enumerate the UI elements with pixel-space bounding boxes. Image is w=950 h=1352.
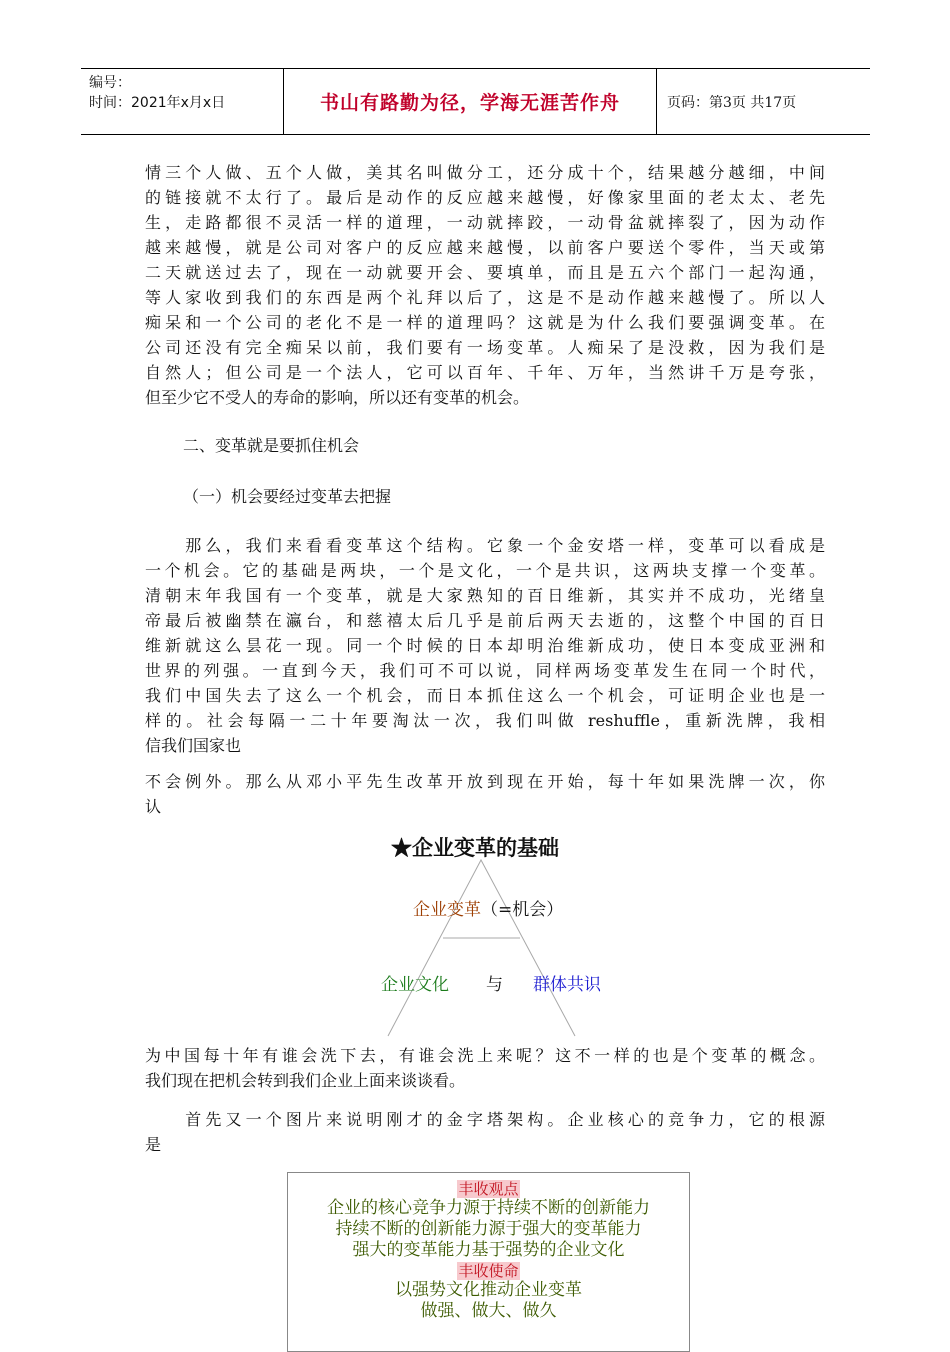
para5-line: 首先又一个图片来说明刚才的金字塔架构。企业核心的竞争力，它的根源 bbox=[145, 1110, 825, 1129]
para1-line: 情三个人做、五个人做，美其名叫做分工，还分成十个，结果越分越细，中间 bbox=[145, 163, 825, 182]
box-line: 持续不断的创新能力源于强大的变革能力 bbox=[335, 1219, 642, 1239]
para2-line: 信我们国家也 bbox=[145, 736, 242, 755]
triangle-diagram bbox=[380, 858, 580, 1040]
para1-line: 但至少它不受人的寿命的影响，所以还有变革的机会。 bbox=[145, 388, 530, 407]
para1-line: 痴呆和一个公司的老化不是一样的道理吗？这就是为什么我们要强调变革。在 bbox=[145, 313, 825, 332]
diagram-right-label: 群体共识 bbox=[533, 975, 601, 995]
para2-line: 那么，我们来看看变革这个结构。它象一个金安塔一样，变革可以看成是 bbox=[145, 536, 825, 555]
paragraph-2 bbox=[145, 533, 825, 758]
para4-line: 为中国每十年有谁会洗下去，有谁会洗上来呢？这不一样的也是个变革的概念。 bbox=[145, 1046, 825, 1065]
page-header bbox=[81, 68, 870, 135]
number-label: 编号： bbox=[89, 75, 131, 91]
para1-line: 越来越慢，就是公司对客户的反应越来越慢，以前客户要送个零件，当天或第 bbox=[145, 238, 825, 257]
paragraph-5 bbox=[145, 1107, 825, 1157]
para1-line: 的链接就不太行了。最后是动作的反应越来越慢，好像家里面的老太太、老先 bbox=[145, 188, 825, 207]
para2-line: 一个机会。它的基础是两块，一个是文化，一个是共识，这两块支撑一个变革。 bbox=[145, 561, 825, 580]
time-label: 时间：2021年x月x日 bbox=[89, 95, 226, 111]
para1-line: 等人家收到我们的东西是两个礼拜以后了，这是不是动作越来越慢了。所以人 bbox=[145, 288, 825, 307]
box-title-mission: 丰收使命 bbox=[458, 1262, 519, 1280]
paragraph-4 bbox=[145, 1043, 825, 1093]
para2-line: 维新就这么昙花一现。同一个时候的日本却明治维新成功，使日本变成亚洲和 bbox=[145, 636, 825, 655]
diagram-left-label: 企业文化 bbox=[381, 975, 449, 995]
mission-box bbox=[287, 1172, 690, 1352]
para2-line: 我们中国失去了这么一个机会，而日本抓住这么一个机会，可证明企业也是一 bbox=[145, 686, 825, 705]
para2-line: 清朝末年我国有一个变革，就是大家熟知的百日维新，其实并不成功，光绪皇 bbox=[145, 586, 825, 605]
para1-line: 二天就送过去了，现在一动就要开会、要填单，而且是五六个部门一起沟通， bbox=[145, 263, 825, 282]
para3-line: 不会例外。那么从邓小平先生改革开放到现在开始，每十年如果洗牌一次，你 bbox=[145, 772, 825, 791]
box-line: 企业的核心竞争力源于持续不断的创新能力 bbox=[327, 1198, 650, 1218]
top-label-suffix: （=机会） bbox=[481, 900, 564, 920]
subsection-heading: （一）机会要经过变革去把握 bbox=[183, 487, 392, 506]
para4-line: 我们现在把机会转到我们企业上面来谈谈看。 bbox=[145, 1071, 466, 1090]
paragraph-1 bbox=[145, 160, 825, 410]
paragraph-3 bbox=[145, 769, 825, 819]
para2-line: 帝最后被幽禁在瀛台，和慈禧太后几乎是前后两天去逝的，这整个中国的百日 bbox=[145, 611, 825, 630]
para1-line: 生，走路都很不灵活一样的道理，一动就摔跤，一动骨盆就摔裂了，因为动作 bbox=[145, 213, 825, 232]
header-meta bbox=[81, 69, 284, 134]
box-title-viewpoint: 丰收观点 bbox=[458, 1180, 519, 1198]
header-motto: 书山有路勤为径，学海无涯苦作舟 bbox=[284, 69, 657, 134]
diagram-title: ★企业变革的基础 bbox=[391, 835, 559, 860]
para1-line: 公司还没有完全痴呆以前，我们要有一场变革。人痴呆了是没救，因为我们是 bbox=[145, 338, 825, 357]
section-heading: 二、变革就是要抓住机会 bbox=[183, 436, 360, 455]
top-label-text: 企业变革 bbox=[413, 900, 481, 920]
diagram-connector: 与 bbox=[486, 975, 503, 995]
page-info: 页码：第3页 共17页 bbox=[667, 94, 797, 111]
para1-line: 自然人；但公司是一个法人，它可以百年、千年、万年，当然讲千万是夸张， bbox=[145, 363, 825, 382]
diagram-top-label bbox=[413, 895, 563, 920]
box-line: 强大的变革能力基于强势的企业文化 bbox=[352, 1240, 625, 1260]
triangle-outline bbox=[388, 860, 575, 1036]
para3-line: 认 bbox=[145, 797, 162, 816]
box-line: 做强、做大、做久 bbox=[420, 1301, 557, 1321]
para5-line: 是 bbox=[145, 1135, 162, 1154]
box-line: 以强势文化推动企业变革 bbox=[395, 1280, 582, 1300]
para2-line: 样的。社会每隔一二十年要淘汰一次，我们叫做 reshuffle，重新洗牌，我相 bbox=[145, 711, 825, 730]
para2-line: 世界的列强。一直到今天，我们可不可以说，同样两场变革发生在同一个时代， bbox=[145, 661, 825, 680]
